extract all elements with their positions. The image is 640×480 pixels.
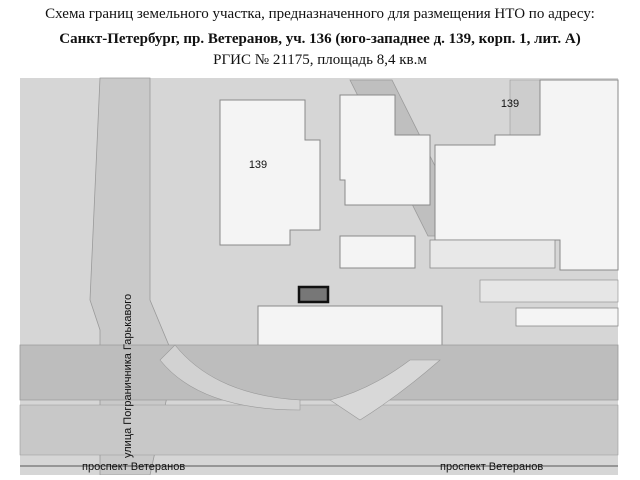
- building-lower: [258, 306, 442, 346]
- map-registry-info: РГИС № 21175, площадь 8,4 кв.м: [213, 52, 427, 68]
- street-horizontal: [20, 345, 618, 400]
- building-strip: [430, 240, 555, 268]
- street-label-horizontal-left: проспект Ветеранов: [82, 461, 186, 473]
- street-label-vertical: улица Пограничника Гарькавого: [122, 293, 134, 458]
- street-label-horizontal-right: проспект Ветеранов: [440, 461, 544, 473]
- street-horizontal-lower: [20, 405, 618, 455]
- road-segment: [510, 80, 540, 140]
- nto-plot-marker: [299, 287, 328, 302]
- building-139-left: [220, 100, 320, 245]
- map-address: Санкт-Петербург, пр. Ветеранов, уч. 136 (юго-западнее д. 139, корп. 1, лит. А): [59, 31, 581, 47]
- building-right-lower: [516, 308, 618, 326]
- building-label: 139: [248, 159, 268, 171]
- building-strip: [340, 236, 415, 268]
- building-label: 139: [500, 98, 520, 110]
- map-title: Схема границ земельного участка, предназначенного для размещения НТО по адресу:: [45, 6, 595, 22]
- building-right-lower: [480, 280, 618, 302]
